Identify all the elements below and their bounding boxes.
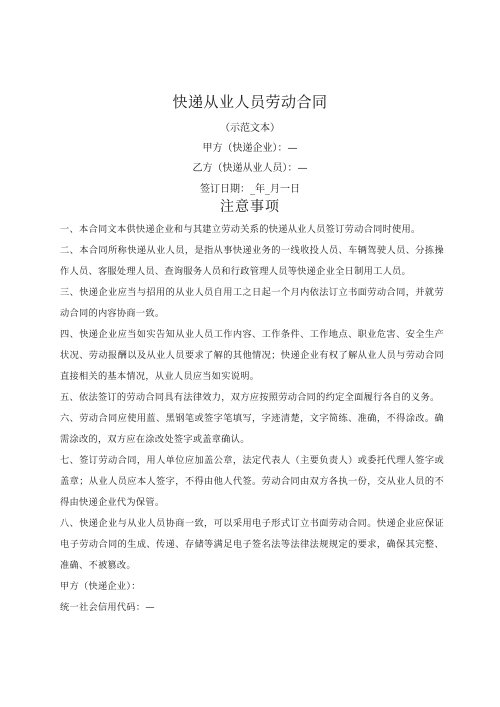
notice-heading: 注意事项 bbox=[220, 199, 280, 215]
notice-item-4: 四、快递企业应当如实告知从业人员工作内容、工作条件、工作地点、职业危害、安全生产状况、劳动报酬以及从业人员要求了解的其他情况；快递企业有权了解从业人员与劳动合同直接相关的基本情况，从业人员应当如实说明。 bbox=[60, 329, 444, 382]
notice-body bbox=[60, 219, 444, 618]
notice-item-6: 六、劳动合同应使用蓝、黑钢笔或签字笔填写，字迹清楚，文字简练、准确，不得涂改。确需涂改的，双方应在涂改处签字或盖章确认。 bbox=[60, 413, 444, 445]
party-a-line: 甲方（快递企业）：— bbox=[202, 143, 298, 154]
notice-item-2: 二、本合同所称快递从业人员，是指从事快递业务的一线收投人员、车辆驾驶人员、分拣操作人员、客服处理人员、查询服务人员和行政管理人员等快递企业全日制用工人员。 bbox=[60, 245, 444, 277]
notice-item-7: 七、签订劳动合同，用人单位应加盖公章，法定代表人（主要负责人）或委托代理人签字或盖章；从业人员应本人签字，不得由他人代签。劳动合同由双方各执一份，交从业人员的不得由快递企业代为保管。 bbox=[60, 455, 444, 508]
notice-item-3: 三、快递企业应当与招用的从业人员自用工之日起一个月内依法订立书面劳动合同，并就劳动合同的内容协商一致。 bbox=[60, 287, 444, 319]
signing-date-line: 签订日期：_年_月一日 bbox=[200, 184, 300, 195]
notice-item-8: 八、快递企业与从业人员协商一致，可以采用电子形式订立书面劳动合同。快递企业应保证电子劳动合同的生成、传递、存储等满足电子签名法等法律法规规定的要求，确保其完整、准确、不被篡改。 bbox=[60, 518, 444, 571]
party-b-line: 乙方（快递从业人员）：— bbox=[192, 163, 308, 174]
document-title: 快递从业人员劳动合同 bbox=[172, 93, 328, 111]
sample-text-note: （示范文本） bbox=[220, 123, 280, 134]
footer-credit-code: 统一社会信用代码：— bbox=[60, 602, 155, 613]
notice-item-1: 一、本合同文本供快递企业和与其建立劳动关系的快递从业人员签订劳动合同时使用。 bbox=[60, 224, 421, 235]
notice-item-5: 五、依法签订的劳动合同具有法律效力，双方应按照劳动合同的约定全面履行各自的义务。 bbox=[60, 392, 440, 403]
footer-party-a: 甲方（快递企业）： bbox=[60, 581, 141, 592]
